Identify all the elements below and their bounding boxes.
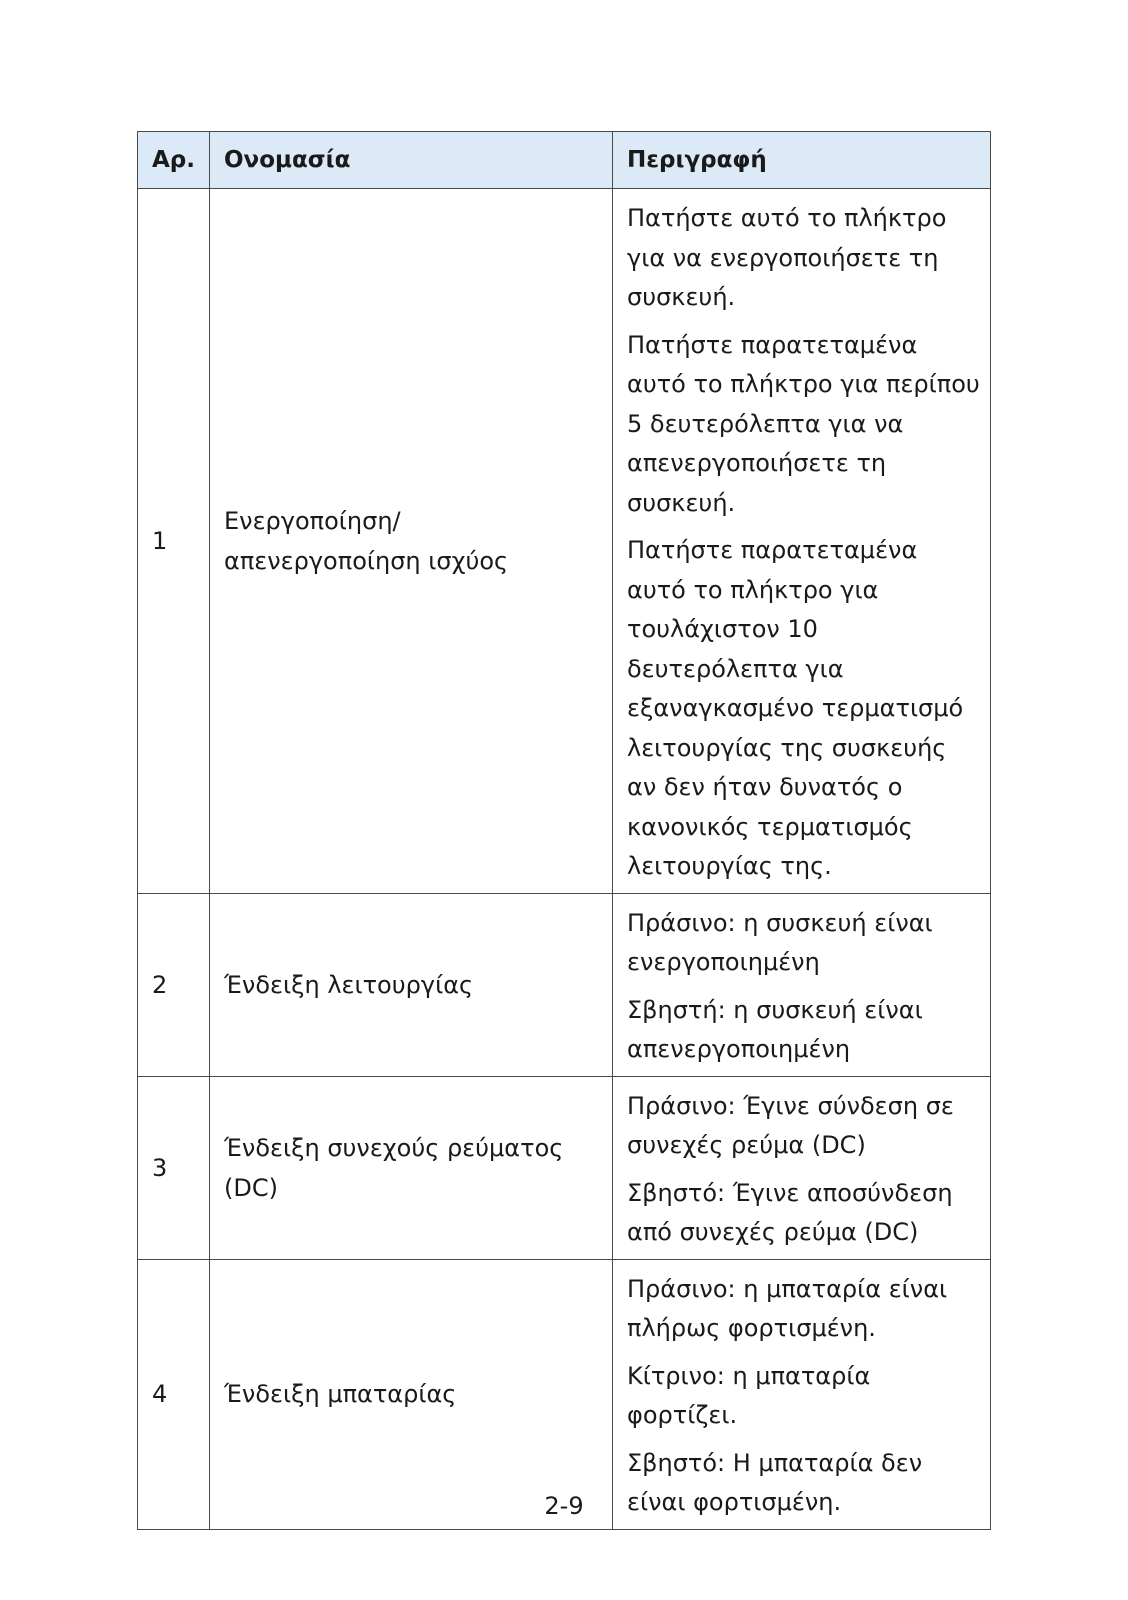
row-description bbox=[613, 893, 991, 1076]
table-row bbox=[138, 893, 991, 1076]
row-name bbox=[210, 1259, 613, 1529]
row-description bbox=[613, 1259, 991, 1529]
description-paragraph: Πράσινο: Έγινε σύνδεση σε συνεχές ρεύμα (DC) bbox=[627, 1091, 954, 1159]
row-name bbox=[210, 893, 613, 1076]
table-row bbox=[138, 1076, 991, 1259]
row-description bbox=[613, 189, 991, 894]
description-paragraph: Πατήστε παρατεταμένα αυτό το πλήκτρο για τουλάχιστον 10 δευτερόλεπτα για εξαναγκασμένο τερματισμό λειτουργίας της συσκευής αν δεν ήταν δυνατός ο κανονικός τερματισμός λειτουργίας της. bbox=[627, 536, 964, 880]
row-name bbox=[210, 189, 613, 894]
description-paragraph: Σβηστή: η συσκευή είναι απενεργοποιημένη bbox=[627, 995, 923, 1063]
description-paragraph: Κίτρινο: η μπαταρία φορτίζει. bbox=[627, 1361, 871, 1429]
description-paragraph: Σβηστό: Έγινε αποσύνδεση από συνεχές ρεύμα (DC) bbox=[627, 1178, 953, 1246]
header-number: Αρ. bbox=[138, 132, 210, 189]
row-name-line: Ένδειξη λειτουργίας bbox=[224, 970, 474, 999]
description-paragraph: Σβηστό: Η μπαταρία δεν είναι φορτισμένη. bbox=[627, 1448, 923, 1516]
row-number: 4 bbox=[138, 1259, 210, 1529]
row-name-line: απενεργοποίηση ισχύος bbox=[224, 546, 509, 575]
header-name: Ονομασία bbox=[210, 132, 613, 189]
page-number: 2-9 bbox=[544, 1492, 584, 1520]
row-description bbox=[613, 1076, 991, 1259]
row-name bbox=[210, 1076, 613, 1259]
description-paragraph: Πράσινο: η συσκευή είναι ενεργοποιημένη bbox=[627, 908, 933, 976]
row-name-line: Ένδειξη συνεχούς ρεύματος bbox=[224, 1133, 564, 1162]
description-paragraph: Πατήστε παρατεταμένα αυτό το πλήκτρο για περίπου 5 δευτερόλεπτα για να απενεργοποιήσετε τη συσκευή. bbox=[627, 330, 980, 517]
controls-table bbox=[137, 131, 991, 1530]
row-name-line: (DC) bbox=[224, 1173, 278, 1202]
table-header-row bbox=[138, 132, 991, 189]
row-number: 1 bbox=[138, 189, 210, 894]
row-name-line: Ενεργοποίηση/ bbox=[224, 506, 401, 535]
header-description: Περιγραφή bbox=[613, 132, 991, 189]
row-number: 2 bbox=[138, 893, 210, 1076]
row-number: 3 bbox=[138, 1076, 210, 1259]
description-paragraph: Πράσινο: η μπαταρία είναι πλήρως φορτισμένη. bbox=[627, 1274, 948, 1342]
description-paragraph: Πατήστε αυτό το πλήκτρο για να ενεργοποιήσετε τη συσκευή. bbox=[627, 204, 947, 311]
row-name-line: Ένδειξη μπαταρίας bbox=[224, 1380, 457, 1408]
table-row bbox=[138, 1259, 991, 1529]
table-row bbox=[138, 189, 991, 894]
